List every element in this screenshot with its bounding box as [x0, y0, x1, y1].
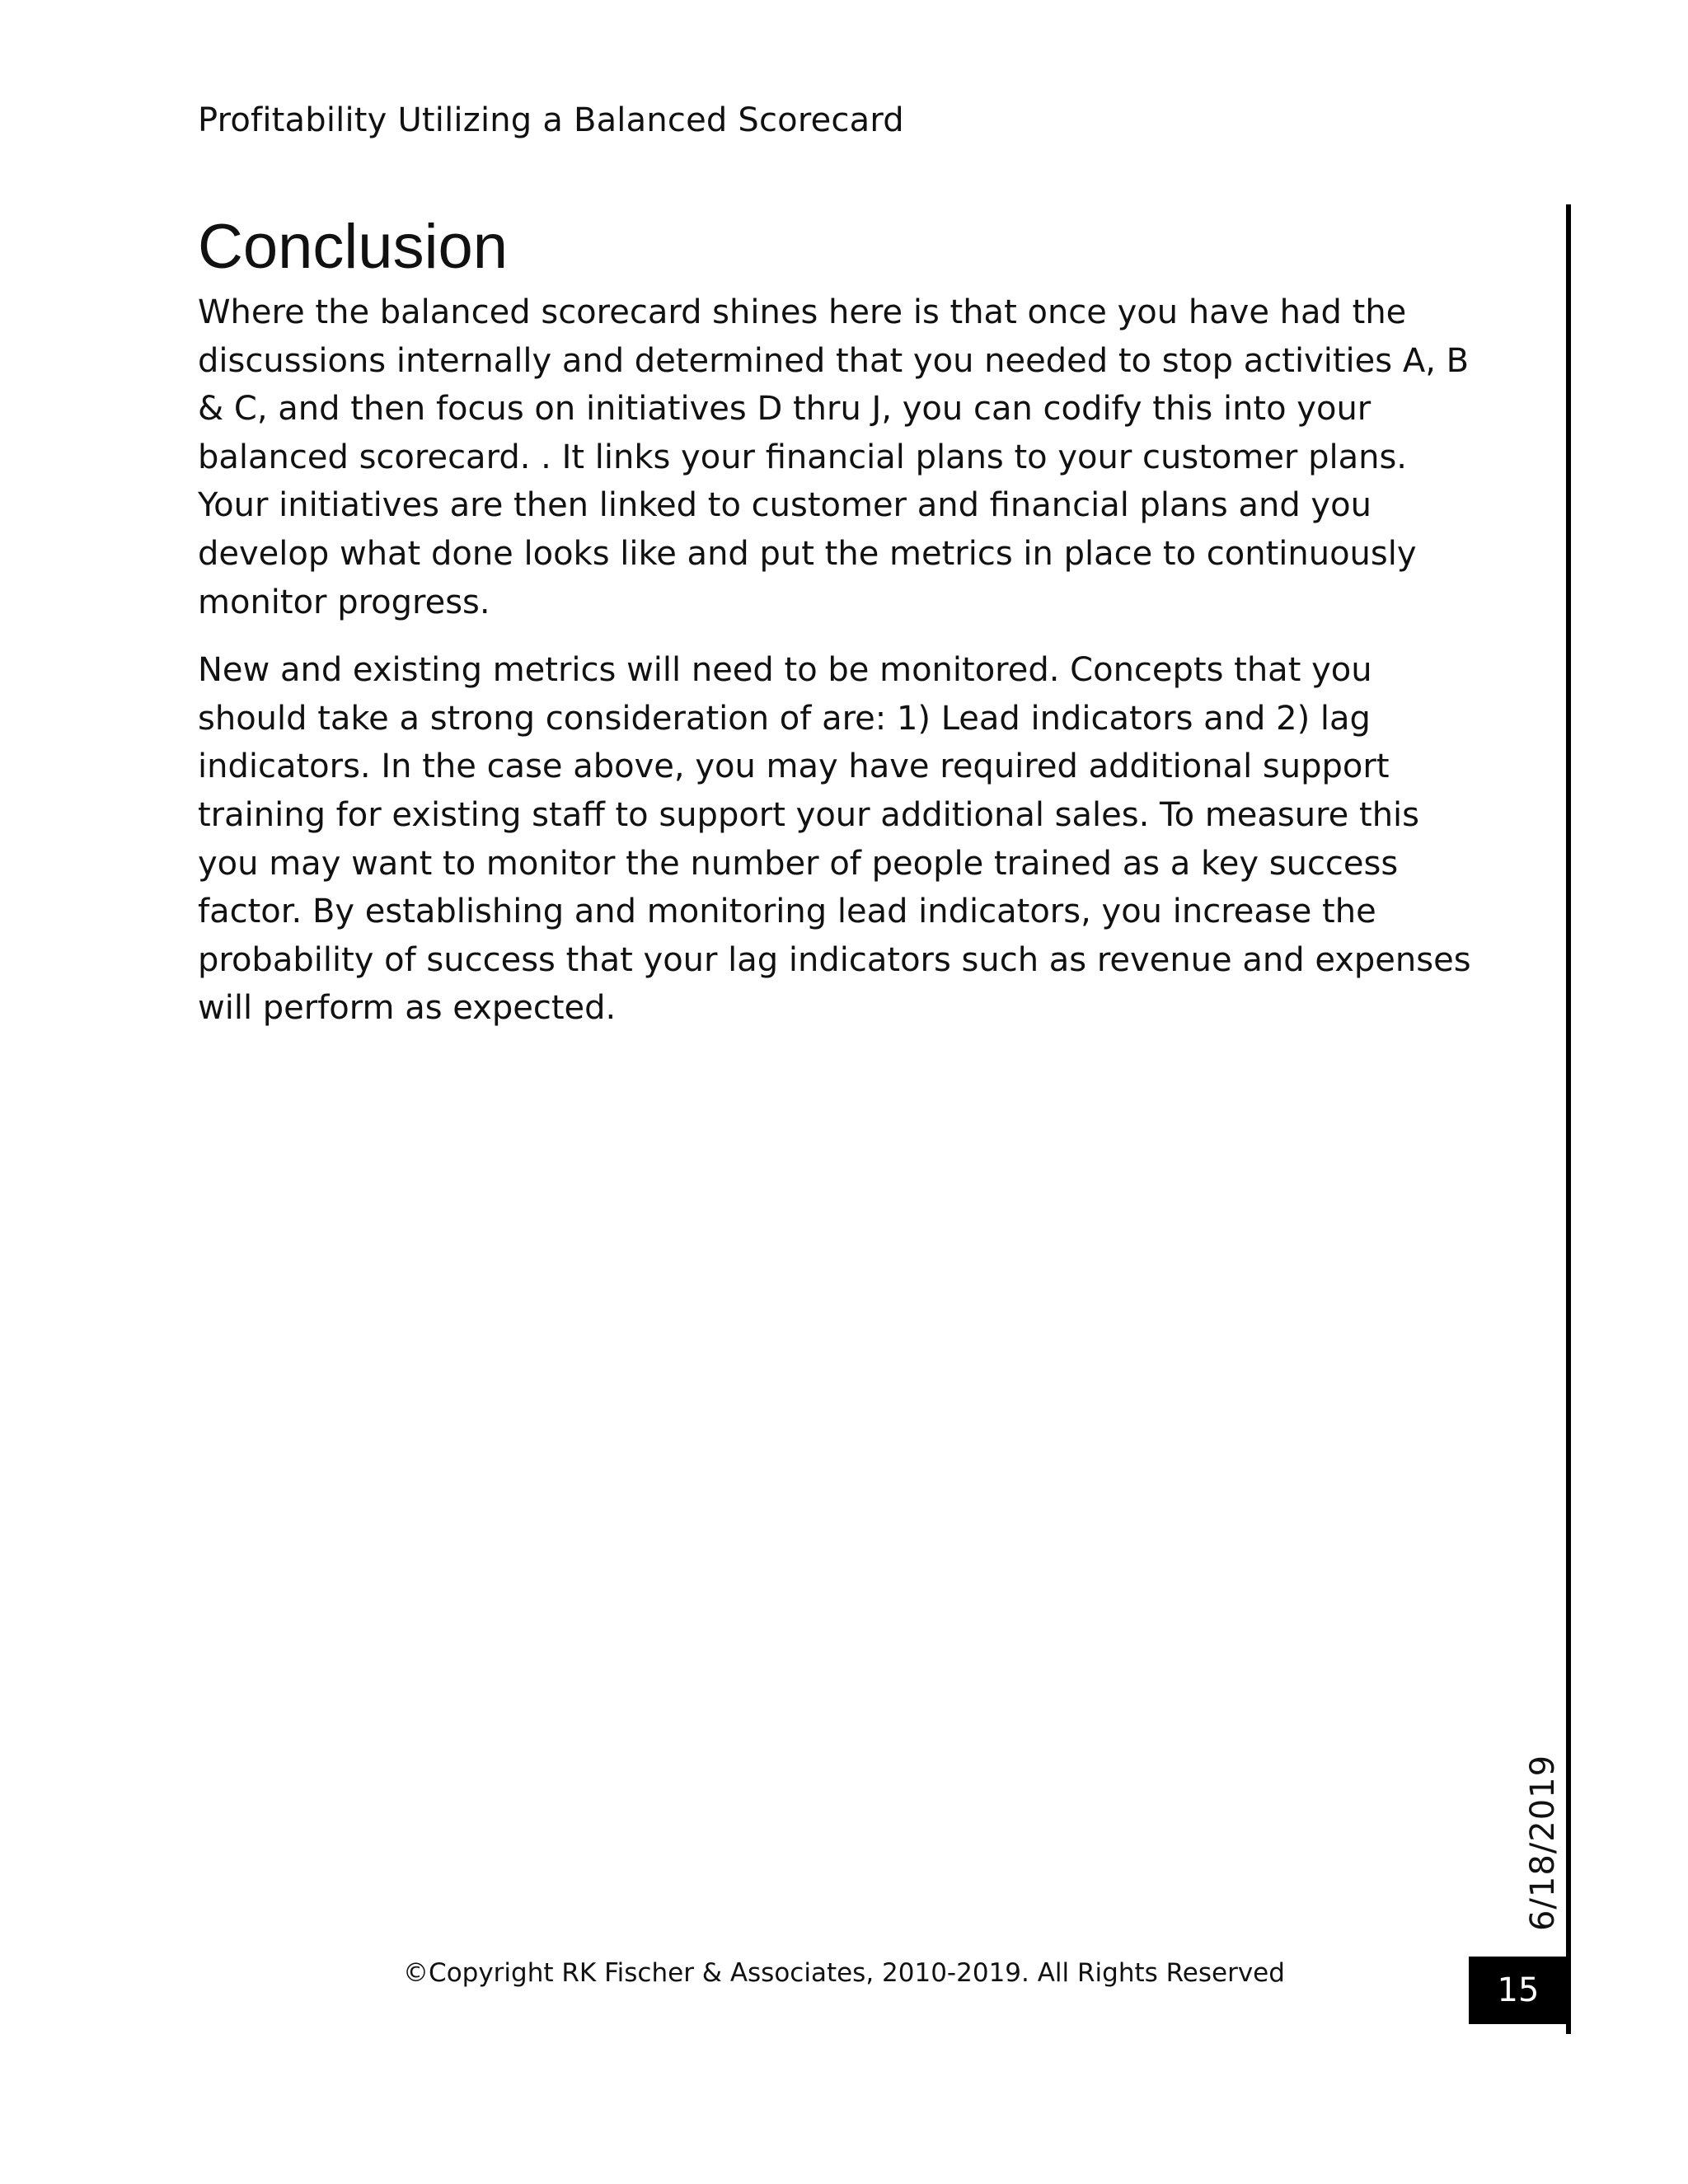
body-paragraph: New and existing metrics will need to be monitored. Concepts that you should take a strong consideration of are: 1) Lead indicators and 2) lag indicators. In the case above, you may have required additional support training for existing staff to support your additional sales. To measure this you may want to monitor the number of people trained as a key success factor. By establishing and monitoring lead indicators, you increase the probability of success that your lag indicators such as revenue and expenses will perform as expected. [198, 651, 1471, 1028]
section-heading: Conclusion [198, 212, 508, 282]
page-content [198, 206, 1484, 1052]
body-paragraph: Where the balanced scorecard shines here is that once you have had the discussions internally and determined that you needed to stop activities A, B & C, and then focus on initiatives D thru J, you can codify this into your balanced scorecard. . It links your financial plans to your customer plans. Your initiatives are then linked to customer and financial plans and you develop what done looks like and put the metrics in place to continuously monitor progress. [198, 293, 1470, 621]
running-header-title: Profitability Utilizing a Balanced Scorecard [198, 101, 904, 139]
date-stamp-text: 6/18/2019 [1524, 1754, 1562, 1932]
page-number: 15 [1469, 1957, 1568, 2024]
right-margin-rule [1566, 204, 1571, 2034]
copyright-notice: ©Copyright RK Fischer & Associates, 2010-2019. All Rights Reserved [403, 1958, 1285, 1988]
